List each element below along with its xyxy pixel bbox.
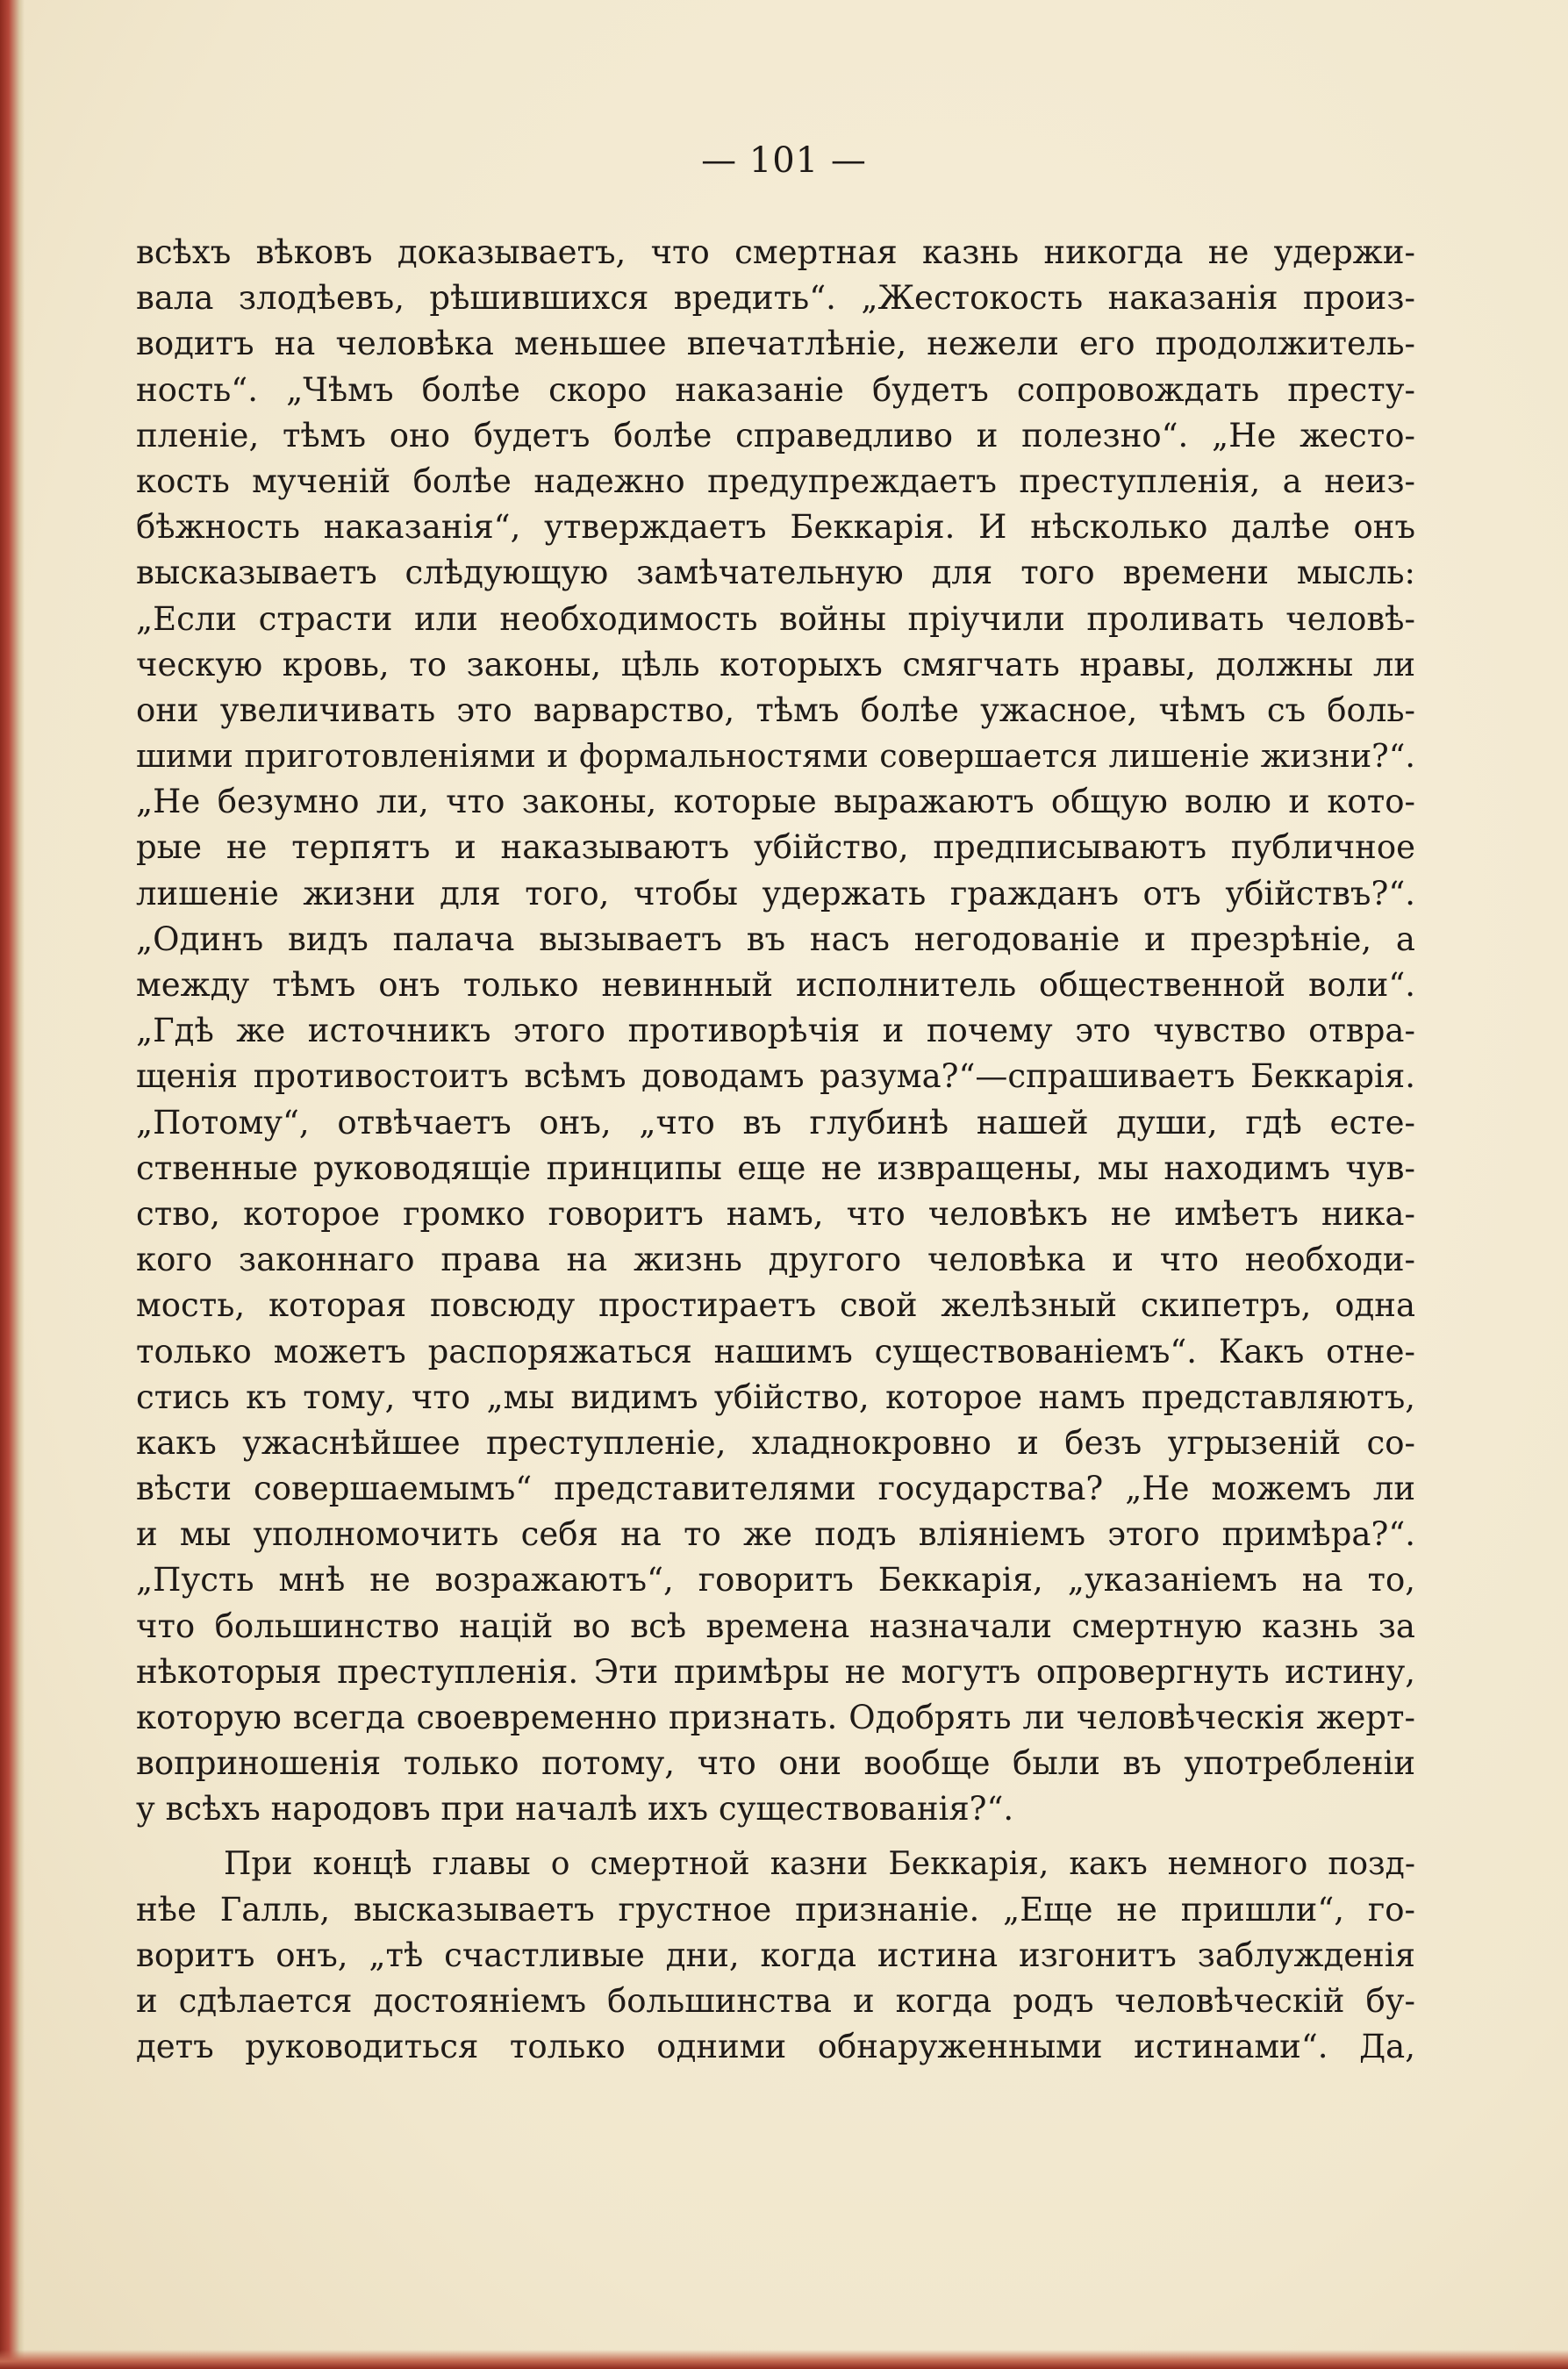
text-line: и мы уполномочить себя на то же подъ вліяніемъ этого примѣра?“. (136, 1515, 1415, 1554)
page-left-edge (0, 0, 25, 2369)
text-line: ческую кровь, то законы, цѣль которыхъ смягчать нравы, должны ли (136, 645, 1415, 684)
text-line: воритъ онъ, „тѣ счастливые дни, когда истина изгонитъ заблужденія (136, 1936, 1415, 1974)
text-line: „Не безумно ли, что законы, которые выражаютъ общую волю и кото- (136, 783, 1415, 821)
text-line: что большинство націй во всѣ времена назначали смертную казнь за (136, 1607, 1415, 1645)
text-line: кость мученій болѣе надежно предупреждаетъ преступленія, а неиз- (136, 462, 1415, 500)
paragraph-1 (136, 230, 1415, 1833)
text-line: какъ ужаснѣйшее преступленіе, хладнокровно и безъ угрызеній со- (136, 1423, 1415, 1462)
text-line: высказываетъ слѣдующую замѣчательную для того времени мысль: (136, 554, 1415, 592)
page-number: — 101 — (701, 140, 867, 181)
paragraph-gap (136, 1833, 1415, 1842)
text-line: водитъ на человѣка меньшее впечатлѣніе, нежели его продолжитель- (136, 325, 1415, 363)
text-line: они увеличивать это варварство, тѣмъ болѣе ужасное, чѣмъ съ боль- (136, 691, 1415, 729)
text-line: „Если страсти или необходимость войны пріучили проливать человѣ- (136, 599, 1415, 638)
paragraph-2 (136, 1842, 1415, 2071)
text-line: вѣсти совершаемымъ“ представителями государства? „Не можемъ ли (136, 1470, 1415, 1508)
text-line: щенія противостоитъ всѣмъ доводамъ разума?“—спрашиваетъ Беккарія. (136, 1057, 1415, 1096)
text-line: нѣе Галль, высказываетъ грустное признаніе. „Еще не пришли“, го- (136, 1890, 1415, 1929)
text-line: вопринoшенія только потому, что они вообще были въ употребленіи (136, 1744, 1415, 1783)
text-line: всѣхъ вѣковъ доказываетъ, что смертная казнь никогда не удержи- (136, 233, 1415, 271)
text-line: вала злодѣевъ, рѣшившихся вредить“. „Жестокость наказанія произ- (136, 279, 1415, 318)
text-line: у всѣхъ народовъ при началѣ ихъ существованія?“. (136, 1790, 1014, 1829)
text-line: шими приготовленіями и формальностями совершается лишеніе жизни?“. (136, 737, 1415, 776)
text-line: нѣкоторыя преступленія. Эти примѣры не могутъ опровергнуть истину, (136, 1652, 1415, 1691)
text-line: рые не терпятъ и наказываютъ убійство, предписываютъ публичное (136, 828, 1415, 867)
text-line: мость, которая повсюду простираетъ свой желѣзный скипетръ, одна (136, 1286, 1415, 1325)
text-line: „Гдѣ же источникъ этого противорѣчія и почему это чувство отвра- (136, 1012, 1415, 1050)
text-line: детъ руководиться только одними обнаруженными истинами“. Да, (136, 2028, 1415, 2066)
text-line: стись къ тому, что „мы видимъ убійство, которое намъ представляютъ, (136, 1378, 1415, 1416)
text-line: кого законнаго права на жизнь другого человѣка и что необходи- (136, 1241, 1415, 1279)
text-line: только можетъ распоряжаться нашимъ существованіемъ“. Какъ отне- (136, 1332, 1415, 1371)
text-line: При концѣ главы о смертной казни Беккарія, какъ немного позд- (224, 1845, 1415, 1882)
page-bottom-edge (0, 2350, 1568, 2369)
text-line: „Пусть мнѣ не возражаютъ“, говоритъ Беккарія, „указаніемъ на то, (136, 1561, 1415, 1600)
text-line: которую всегда своевременно признать. Одобрять ли человѣческія жерт- (136, 1699, 1415, 1736)
text-line: и сдѣлается достояніемъ большинства и когда родъ человѣческій бу- (136, 1982, 1415, 2021)
text-line: ность“. „Чѣмъ болѣе скоро наказаніе будетъ сопровождать престу- (136, 370, 1415, 409)
text-line: ственные руководящіе принципы еще не извращены, мы находимъ чув- (136, 1149, 1415, 1187)
text-line: пленіе, тѣмъ оно будетъ болѣе справедливо и полезно“. „Не жесто- (136, 416, 1415, 454)
text-line: ство, которое громко говоритъ намъ, что человѣкъ не имѣетъ ника- (136, 1194, 1415, 1233)
text-line: бѣжность наказанія“, утверждаетъ Беккарія. И нѣсколько далѣе онъ (136, 508, 1415, 547)
text-line: лишеніе жизни для того, чтобы удержать гражданъ отъ убійствъ?“. (136, 874, 1415, 913)
body-text (136, 230, 1415, 2071)
text-line: между тѣмъ онъ только невинный исполнитель общественной воли“. (136, 966, 1415, 1004)
text-line: „Одинъ видъ палача вызываетъ въ насъ негодованіе и презрѣніе, а (136, 920, 1415, 958)
text-line: „Потому“, отвѣчаетъ онъ, „что въ глубинѣ нашей души, гдѣ есте- (136, 1103, 1415, 1142)
